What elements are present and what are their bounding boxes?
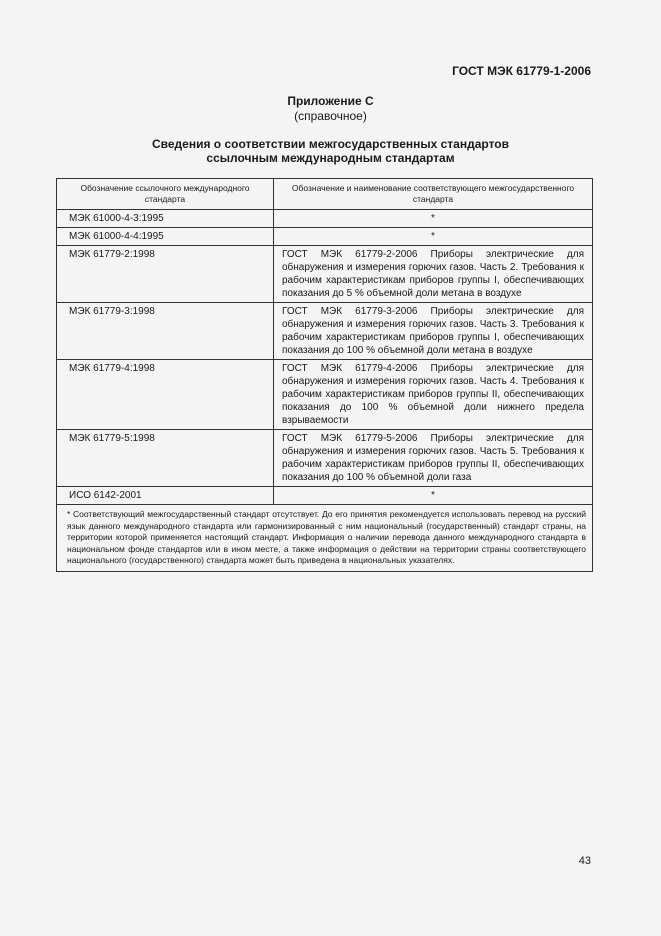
reference-cell: МЭК 61779-3:1998 bbox=[57, 303, 274, 360]
appendix-subtitle: (справочное) bbox=[294, 109, 367, 123]
page-number: 43 bbox=[578, 855, 591, 867]
table-header-row bbox=[57, 179, 593, 210]
reference-cell: МЭК 61779-4:1998 bbox=[57, 360, 274, 430]
reference-cell: ИСО 6142-2001 bbox=[57, 487, 274, 505]
description-cell: ГОСТ МЭК 61779-5-2006 Приборы электрические для обнаружения и измерения горючих газов. Часть 5. Требования к рабочим характеристикам приборов группы II, обеспечивающих показания до 100 % объемной доли газа bbox=[274, 430, 593, 487]
description-cell: * bbox=[274, 228, 593, 246]
table-row bbox=[57, 210, 593, 228]
table-row bbox=[57, 430, 593, 487]
section-title bbox=[0, 137, 661, 165]
reference-cell: МЭК 61779-5:1998 bbox=[57, 430, 274, 487]
header-reference-standard: Обозначение ссылочного международного стандарта bbox=[57, 179, 274, 210]
table-row bbox=[57, 303, 593, 360]
section-title-line-2: ссылочным международным стандартам bbox=[206, 151, 455, 165]
table-row bbox=[57, 246, 593, 303]
appendix-heading bbox=[0, 94, 661, 124]
table-footnote: * Соответствующий межгосударственный стандарт отсутствует. До его принятия рекомендуется использовать перевод на русский язык данного международного стандарта или гармонизированный с ним национальный (государственный) стандарт страны, на территории которой применяется настоящий стандарт. Информация о наличии перевода данного международного стандарта в национальном фонде стандартов или в ином месте, а также информация о действии на территории страны соответствующего национального (государственного) стандарта может быть приведена в национальных указателях. bbox=[57, 505, 593, 572]
section-title-line-1: Сведения о соответствии межгосударственных стандартов bbox=[152, 137, 509, 151]
footnote-row bbox=[57, 505, 593, 572]
description-cell: ГОСТ МЭК 61779-3-2006 Приборы электрические для обнаружения и измерения горючих газов. Часть 3. Требования к рабочим характеристикам приборов группы I, обеспечивающих показания до 100 % объемной доли метана в воздухе bbox=[274, 303, 593, 360]
description-cell: * bbox=[274, 210, 593, 228]
table-row bbox=[57, 487, 593, 505]
description-cell: ГОСТ МЭК 61779-4-2006 Приборы электрические для обнаружения и измерения горючих газов. Часть 4. Требования к рабочим характеристикам приборов группы II, обеспечивающих показания до 100 % объемной доли нижнего предела взрываемости bbox=[274, 360, 593, 430]
reference-cell: МЭК 61000-4-4:1995 bbox=[57, 228, 274, 246]
appendix-title: Приложение С bbox=[287, 94, 374, 108]
document-code: ГОСТ МЭК 61779-1-2006 bbox=[452, 64, 591, 78]
description-cell: * bbox=[274, 487, 593, 505]
correspondence-table bbox=[56, 178, 593, 572]
reference-cell: МЭК 61000-4-3:1995 bbox=[57, 210, 274, 228]
reference-cell: МЭК 61779-2:1998 bbox=[57, 246, 274, 303]
description-cell: ГОСТ МЭК 61779-2-2006 Приборы электрические для обнаружения и измерения горючих газов. Часть 2. Требования к рабочим характеристикам приборов группы I, обеспечивающих показания до 5 % объемной доли метана в воздухе bbox=[274, 246, 593, 303]
header-interstate-standard: Обозначение и наименование соответствующего межгосударственного стандарта bbox=[274, 179, 593, 210]
table-row bbox=[57, 228, 593, 246]
table-row bbox=[57, 360, 593, 430]
